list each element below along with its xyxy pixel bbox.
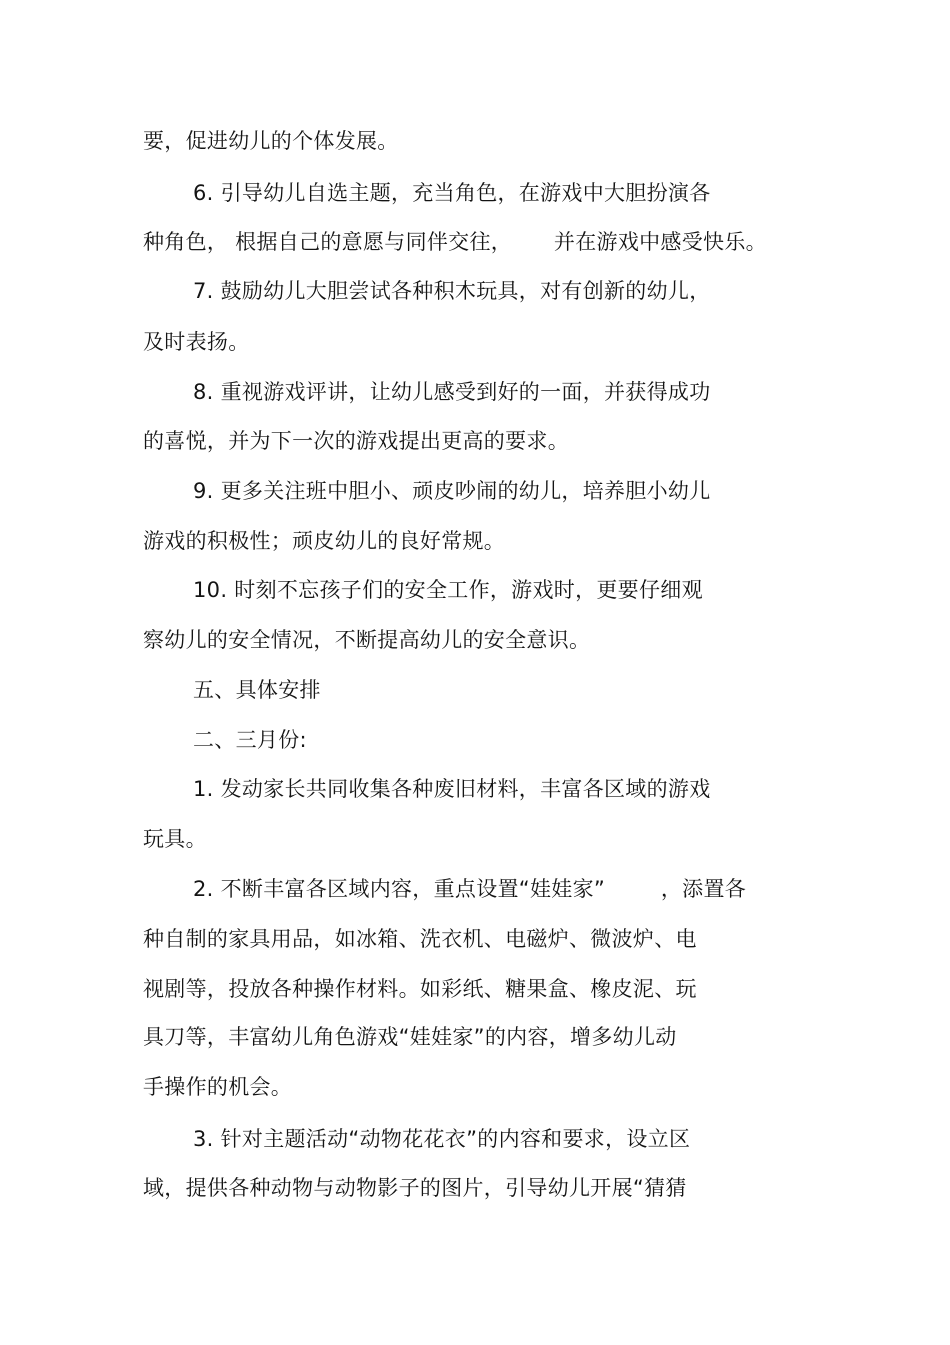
text-line: 及时表扬。 <box>143 330 250 354</box>
text-line: 视剧等，投放各种操作材料。如彩纸、糖果盒、橡皮泥、玩 <box>143 977 697 1001</box>
text-line: 手操作的机会。 <box>143 1075 293 1099</box>
text-line: 要，促进幼儿的个体发展。 <box>143 129 399 153</box>
text-line: 2. 不断丰富各区域内容，重点设置“娃娃家” ，添置各 <box>193 877 747 901</box>
text-line: 3. 针对主题活动“动物花花衣”的内容和要求，设立区 <box>193 1127 691 1151</box>
text-line: 10. 时刻不忘孩子们的安全工作，游戏时，更要仔细观 <box>193 578 703 602</box>
text-line: 玩具。 <box>143 827 207 851</box>
text-line: 察幼儿的安全情况，不断提高幼儿的安全意识。 <box>143 628 591 652</box>
text-line: 6. 引导幼儿自选主题，充当角色，在游戏中大胆扮演各 <box>193 181 711 205</box>
text-line: 种角色， 根据自己的意愿与同伴交往， 并在游戏中感受快乐。 <box>143 230 767 254</box>
text-line: 1. 发动家长共同收集各种废旧材料，丰富各区域的游戏 <box>193 777 711 801</box>
text-line: 9. 更多关注班中胆小、顽皮吵闹的幼儿，培养胆小幼儿 <box>193 479 711 503</box>
text-line: 域，提供各种动物与动物影子的图片，引导幼儿开展“猜猜 <box>143 1176 687 1200</box>
text-line: 8. 重视游戏评讲，让幼儿感受到好的一面，并获得成功 <box>193 380 711 404</box>
text-line: 游戏的积极性；顽皮幼儿的良好常规。 <box>143 529 506 553</box>
section-heading: 五、具体安排 <box>193 678 321 702</box>
text-line: 的喜悦，并为下一次的游戏提出更高的要求。 <box>143 429 569 453</box>
text-line: 7. 鼓励幼儿大胆尝试各种积木玩具，对有创新的幼儿， <box>193 279 711 303</box>
text-line: 具刀等，丰富幼儿角色游戏“娃娃家”的内容，增多幼儿动 <box>143 1025 677 1049</box>
subsection-heading: 二、三月份: <box>193 728 307 752</box>
text-line: 种自制的家具用品，如冰箱、洗衣机、电磁炉、微波炉、电 <box>143 927 697 951</box>
